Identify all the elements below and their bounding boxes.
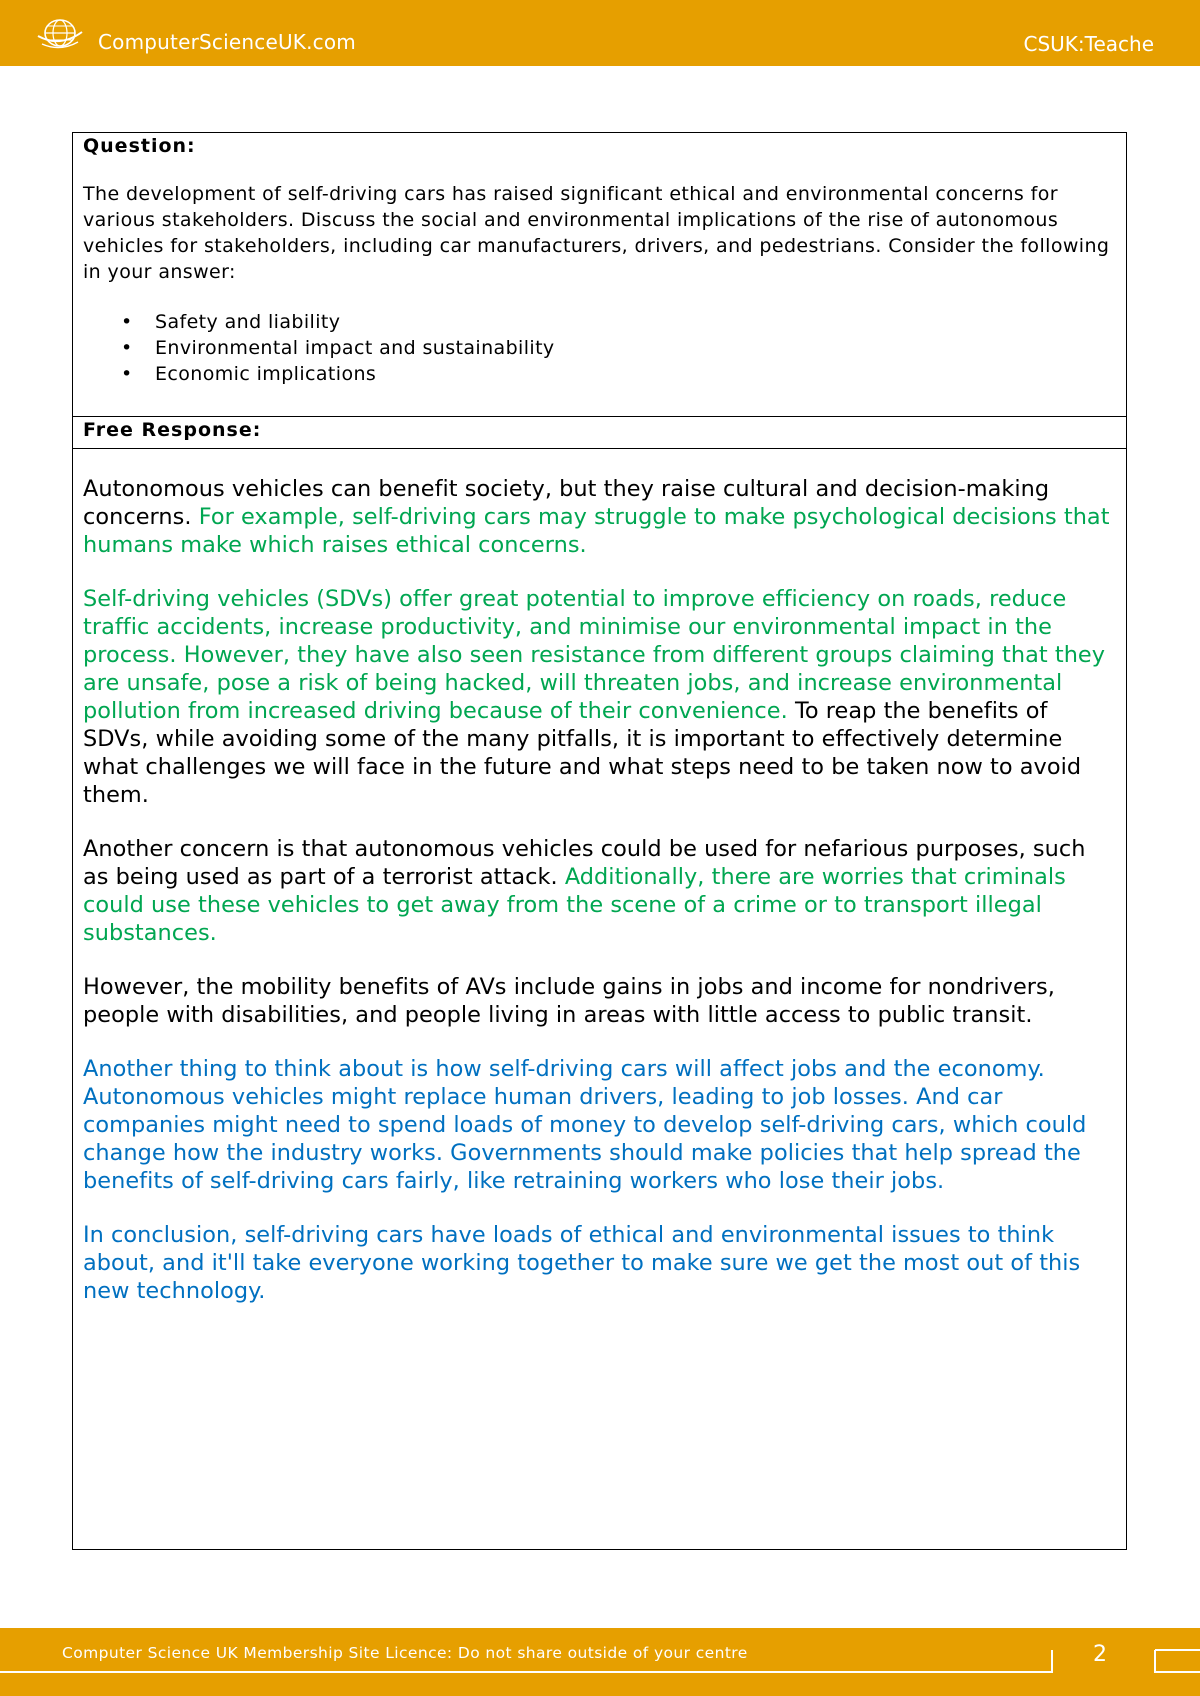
licence-text: Computer Science UK Membership Site Licence: Do not share outside of your centre bbox=[62, 1644, 748, 1662]
globe-logo-icon bbox=[34, 14, 86, 54]
question-label: Question: bbox=[83, 135, 196, 157]
page-number: 2 bbox=[1093, 1642, 1107, 1667]
bullet-icon: • bbox=[121, 311, 133, 333]
question-bullet-list bbox=[83, 309, 1116, 387]
list-item: • Environmental impact and sustainability bbox=[121, 337, 555, 359]
free-response-body bbox=[73, 449, 1126, 1331]
page-footer bbox=[0, 1628, 1200, 1696]
response-paragraph: Self-driving vehicles (SDVs) offer great potential to improve efficiency on roads, reduce traffic accidents, increase productivity, and minimise our environmental impact in the process. However, they have also seen resistance from different groups claiming that they are unsafe, pose a risk of being hacked, will threaten jobs, and increase environmental pollution from increased driving because of their convenience. To reap the benefits of SDVs, while avoiding some of the many pitfalls, it is important to effectively determine what challenges we will face in the future and what steps need to be taken now to avoid them. bbox=[83, 586, 1106, 808]
response-paragraph: Another concern is that autonomous vehicles could be used for nefarious purposes, such as being used as part of a terrorist attack. Additionally, there are worries that criminals could use these vehicles to get away from the scene of a crime or to transport illegal substances. bbox=[83, 836, 1086, 946]
list-item: • Safety and liability bbox=[121, 311, 341, 333]
response-paragraph: In conclusion, self-driving cars have loads of ethical and environmental issues to think about, and it'll take everyone working together to make sure we get the most out of this new technology. bbox=[83, 1222, 1081, 1304]
bullet-icon: • bbox=[121, 337, 133, 359]
response-paragraph: Another thing to think about is how self-driving cars will affect jobs and the economy. Autonomous vehicles might replace human drivers, leading to job losses. And car companies might need to spend loads of money to develop self-driving cars, which could change how the industry works. Governments should make policies that help spread the benefits of self-driving cars fairly, like retraining workers who lose their jobs. bbox=[83, 1056, 1087, 1194]
header-right-text: CSUK:Teache bbox=[1023, 32, 1154, 56]
question-section bbox=[73, 133, 1126, 417]
free-response-label: Free Response: bbox=[83, 419, 262, 441]
response-paragraph: However, the mobility benefits of AVs include gains in jobs and income for nondrivers, people with disabilities, and people living in areas with little access to public transit. bbox=[83, 974, 1055, 1028]
response-paragraph: Autonomous vehicles can benefit society, but they raise cultural and decision-making concerns. For example, self-driving cars may struggle to make psychological decisions that humans make which raises ethical concerns. bbox=[83, 476, 1110, 558]
page-header bbox=[0, 0, 1200, 66]
question-text: The development of self-driving cars has raised significant ethical and environmental concerns for various stakeholders. Discuss the social and environmental implications of the rise of autonomous vehicles for stakeholders, including car manufacturers, drivers, and pedestrians. Consider the following in your answer: bbox=[83, 183, 1110, 283]
worksheet-table bbox=[72, 132, 1127, 1550]
footer-divider-lines bbox=[0, 1628, 1200, 1696]
site-name: ComputerScienceUK.com bbox=[98, 30, 356, 54]
free-response-header bbox=[73, 417, 1126, 449]
list-item: • Economic implications bbox=[121, 363, 377, 385]
bullet-icon: • bbox=[121, 363, 133, 385]
